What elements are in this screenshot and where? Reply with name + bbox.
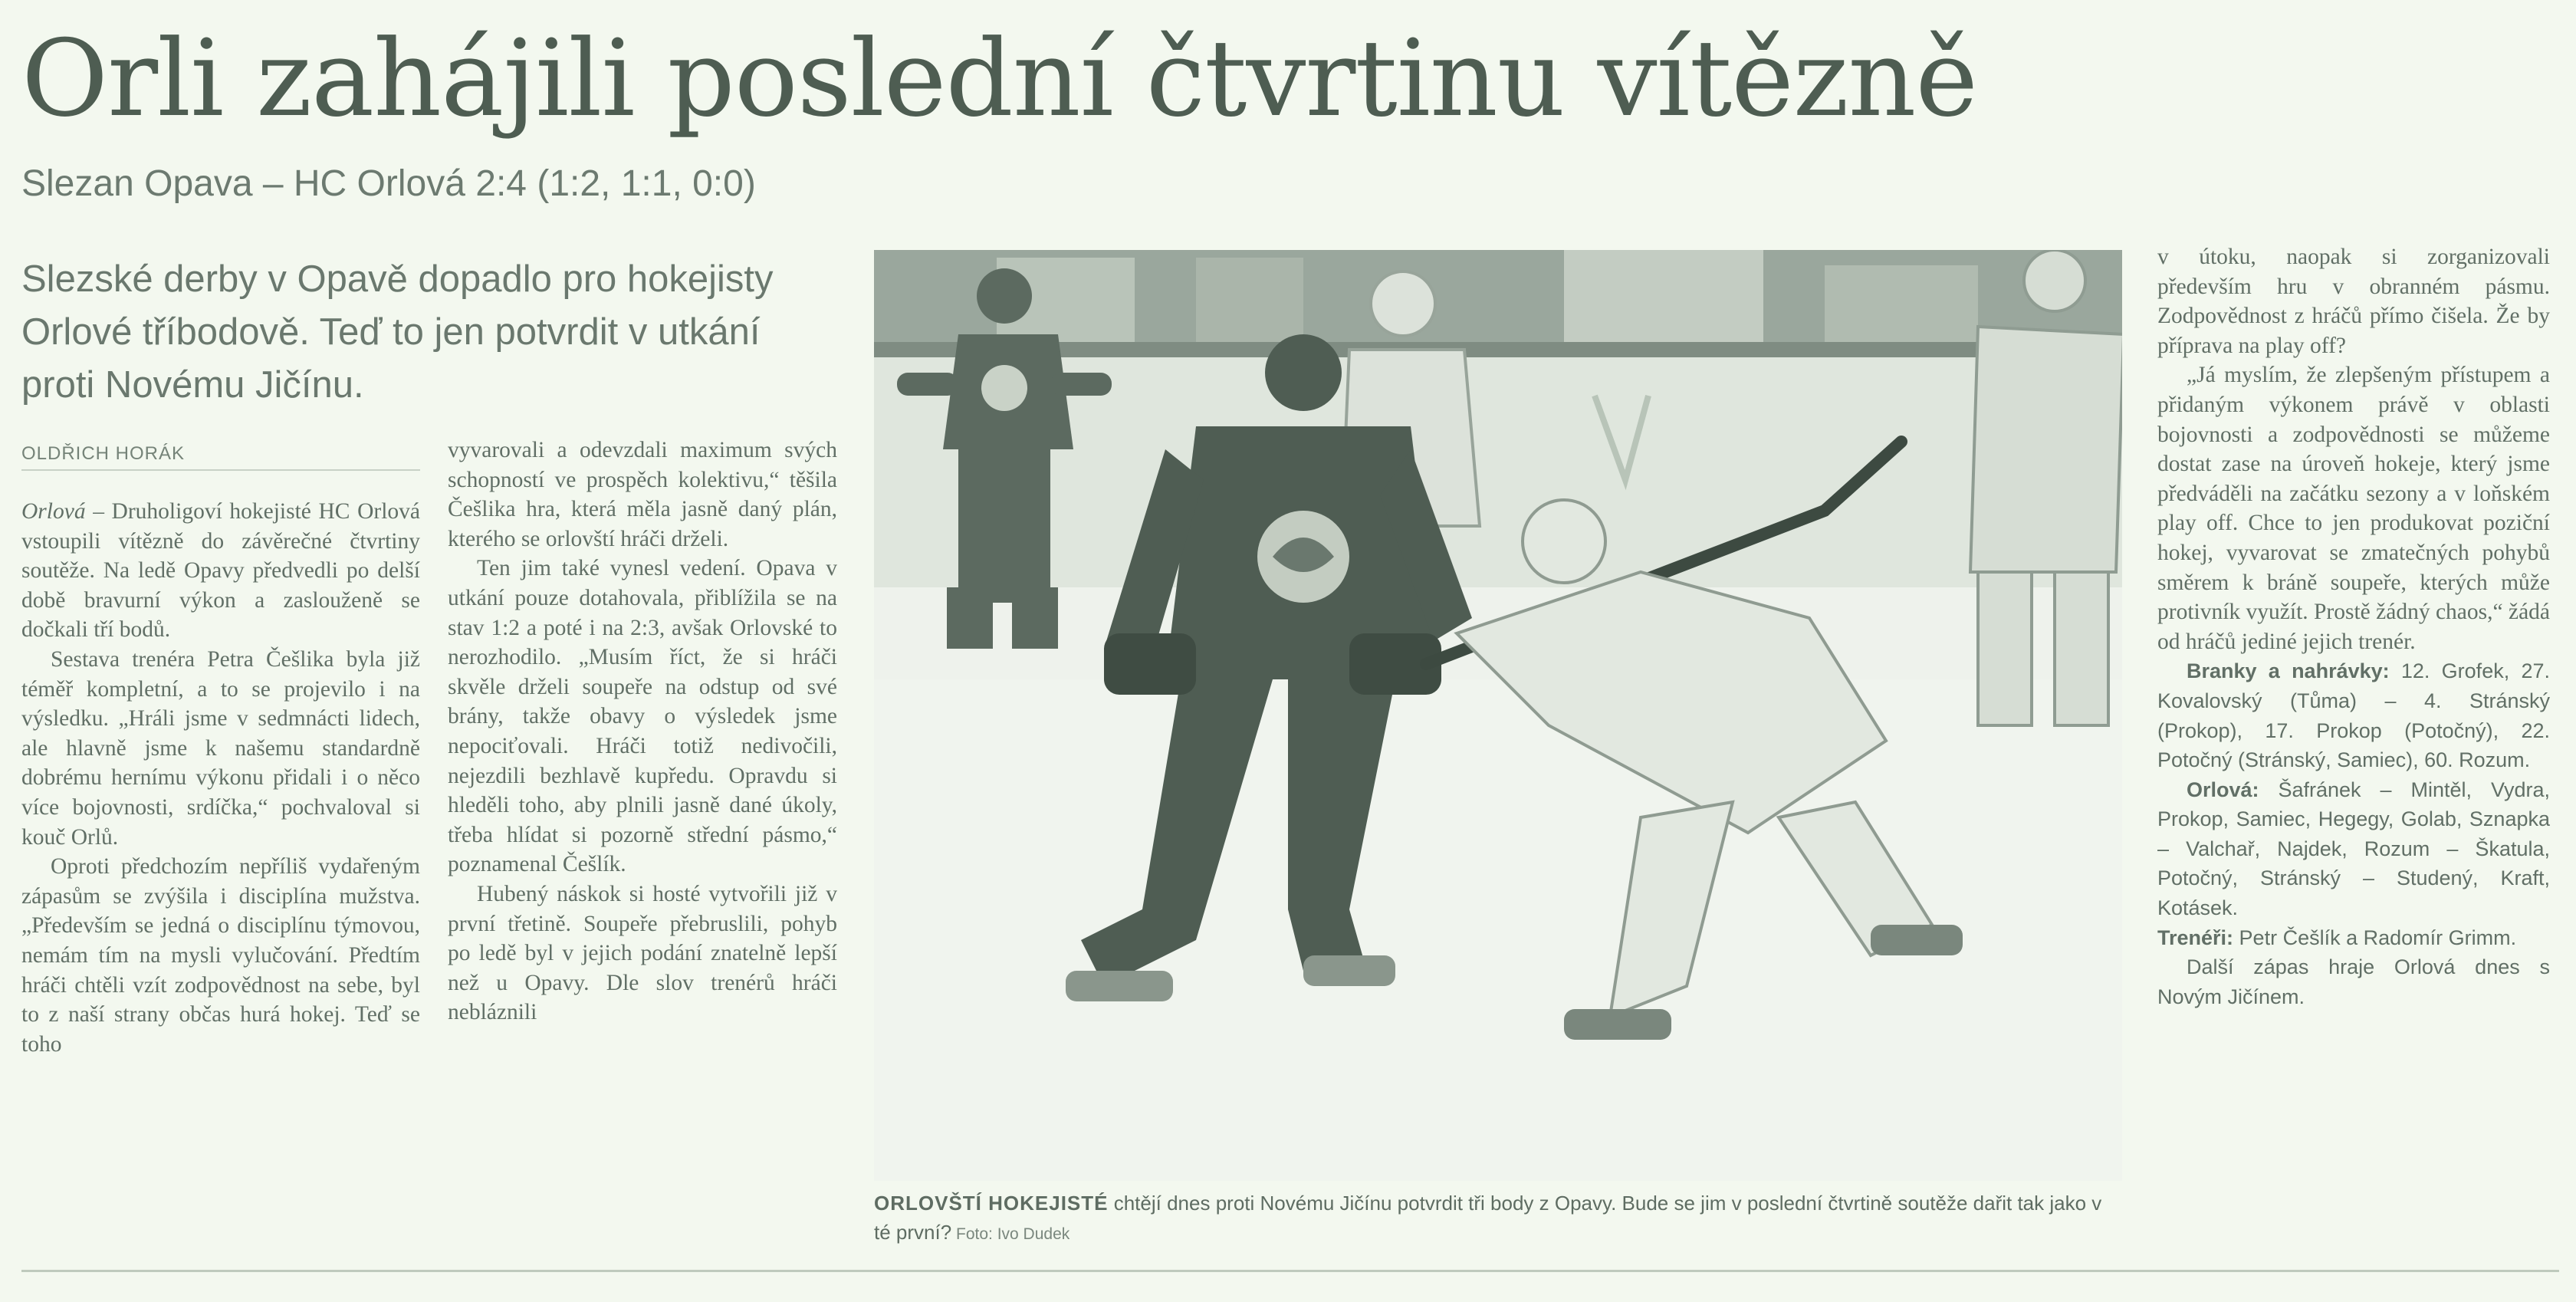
text-column-1 (21, 497, 420, 1059)
paragraph-6: Hubený náskok si hosté vytvořili již v první třetině. Soupeře přebruslili, pohyb po ledě byl v jejich podání znatelně lepší než u Opavy. Dle slov trenérů hráči nebláznili (448, 881, 837, 1025)
paragraph-1 (21, 497, 420, 645)
paragraph-4: vyvarovali a odevzdali maximum svých schopností ve prospěch kolektivu,“ těšila Češlika hra, která měla jasně daný plán, kterého se orlovští hráči drželi. (448, 438, 837, 551)
paragraph-2: Sestava trenéra Petra Češlika byla již téměř kompletní, a to se projevilo i na výsledku. „Hráli jsme v sedmnácti lidech, ale hlavně jsme k našemu standardně dobrému hernímu výkonu přidali i o něco více bojovnosti, srdíčka,“ pochvaloval si kouč Orlů. (21, 646, 420, 850)
paragraph-7: v útoku, naopak si zorganizovali především hru v obranném pásmu. Zodpovědnost z hráčů přímo čišela. Že by příprava na play off? (2157, 245, 2550, 358)
paragraph-5: Ten jim také vynesl vedení. Opava v utkání pouze dotahovala, přiblížila se na stav 1:2 a poté i na 2:3, avšak Orlovské to nerozhodilo. „Musím říct, že si hráči skvěle drželi soupeře na odstup od své brány, takže obavy o výsledek jsme nepociťovali. Hráči totiž nedivočili, nejezdili bezhlavě kupředu. Opravdu si hleděli toho, aby plnili jasně dané úkoly, třeba hlídat si pozorně střední pásmo,“ poznamenal Češlík. (448, 556, 837, 877)
paragraph-8: „Já myslím, že zlepšeným přístupem a přidaným výkonem právě v oblasti bojovnosti a zodpovědnosti se můžeme dostat zase na úroveň hokeje, který jsme předváděli na začátku sezony a v loňském play off. Chce to jen produkovat poziční hokej, vyvarovat se zmatečných pohybů směrem k bráně soupeře, kterých může protivník využít. Prostě žádný chaos,“ žádá od hráčů jediné jejich trenér. (2157, 363, 2551, 654)
lead-paragraph: Slezské derby v Opavě dopadlo pro hokejisty Orlové tříbodově. Teď to jen potvrdit v utkání proti Novému Jičínu. (21, 258, 774, 406)
caption-text: chtějí dnes proti Novému Jičínu potvrdit tři body z Opavy. Bude se jim v poslední čtvrtině soutěže dařit tak jako v té první? (874, 1192, 2102, 1244)
lineup-paragraph (2157, 775, 2550, 923)
headline: Orli zahájili poslední čtvrtinu vítězně (21, 17, 1978, 140)
coaches-paragraph (2157, 923, 2550, 953)
text-column-2 (448, 436, 837, 1027)
lineup-text: Šafránek – Mintěl, Vydra, Prokop, Samiec, Hegegy, Golab, Sznapka – Valchař, Najdek, Rozum – Škatula, Potočný, Stránský – Studený, Kraft, Kotásek. (2157, 778, 2550, 920)
text-column-3 (2157, 242, 2550, 1011)
paragraph-1-text: – Druholigoví hokejisté HC Orlová vstoupili vítězně do závěrečné čtvrtiny soutěže. Na ledě Opavy předvedli po delší době bravurní výkon a zaslouženě se dočkali tří bodů. (21, 499, 420, 643)
caption-lead: ORLOVŠTÍ HOKEJISTÉ (874, 1192, 1109, 1215)
lineup-label: Orlová: (2187, 778, 2259, 801)
paragraph-3: Oproti předchozím nepříliš vydařeným zápasům se zvýšila i disciplína mužstva. „Především se jedná o disciplínu týmovou, nemám tím na mysli vylučování. Předtím hráči chtěli vzít zodpovědnost na sebe, byl to z naší strany občas hurá hokej. Teď se toho (21, 854, 420, 1057)
coaches-text: Petr Češlík a Radomír Grimm. (2233, 926, 2517, 949)
bottom-rule (21, 1270, 2559, 1272)
hockey-photo-illustration (874, 250, 2122, 1181)
photo-credit: Foto: Ivo Dudek (951, 1225, 1070, 1243)
photo-caption (874, 1189, 2124, 1249)
next-match: Další zápas hraje Orlová dnes s Novým Jičínem. (2157, 955, 2550, 1008)
goals-label: Branky a nahrávky: (2187, 659, 2390, 683)
score-line: Slezan Opava – HC Orlová 2:4 (1:2, 1:1, 0:0) (21, 163, 756, 204)
coaches-label: Trenéři: (2157, 926, 2234, 949)
goals-text: 12. Grofek, 27. Kovalovský (Tůma) – 4. Stránský (Prokop), 17. Prokop (Potočný), 22. Potočný (Stránský, Samiec), 60. Rozum. (2157, 659, 2550, 772)
dateline-place: Orlová (21, 499, 86, 524)
goals-paragraph (2157, 656, 2550, 774)
byline: OLDŘICH HORÁK (21, 443, 420, 471)
hockey-photo (874, 250, 2122, 1181)
